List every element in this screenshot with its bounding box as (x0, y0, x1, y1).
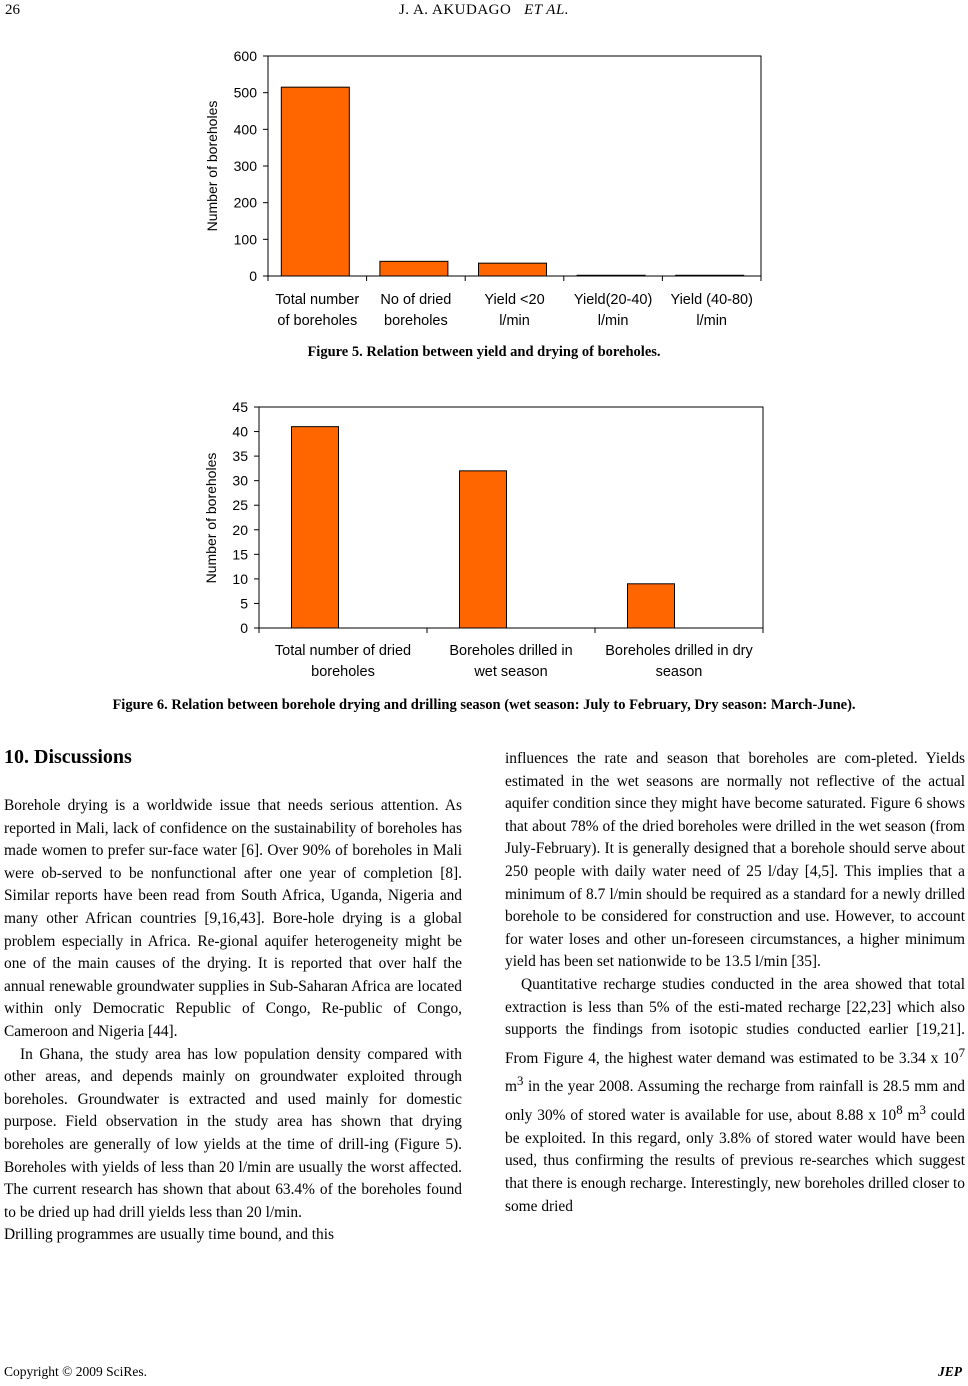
y-tick-label: 35 (232, 448, 248, 465)
x-category-label: season (655, 664, 703, 680)
x-category-label: wet season (474, 664, 548, 680)
y-tick-label: 30 (232, 472, 248, 489)
figure5-caption: Figure 5. Relation between yield and drying of boreholes. (307, 344, 661, 360)
superscript: 3 (919, 1103, 926, 1118)
figure6-x-labels (275, 643, 754, 680)
figure6-y-axis-title: Number of boreholes (203, 452, 219, 584)
text-run: m (902, 1107, 920, 1125)
y-tick-label: 5 (240, 595, 248, 612)
footer-copyright: Copyright © 2009 SciRes. (4, 1364, 148, 1379)
x-category-label: l/min (499, 313, 530, 329)
footer-journal: JEP (937, 1364, 962, 1379)
superscript: 8 (896, 1103, 903, 1118)
superscript: 7 (958, 1045, 965, 1060)
paragraph: Drilling programmes are usually time bound, and this (4, 1226, 334, 1244)
bar (460, 471, 507, 628)
x-category-label: of boreholes (277, 313, 358, 329)
x-category-label: Boreholes drilled in dry (605, 643, 753, 659)
y-tick-label: 10 (232, 570, 248, 587)
running-head-etal: ET AL. (524, 2, 570, 18)
paragraph: Borehole drying is a worldwide issue that needs serious attention. As reported in Mali, lack of confidence on the sustainability of boreholes has made women to prefer sur-face water [6]. Over 90% of boreholes in Mali were ob-served to be nonfunctional after one year of completion [8]. Similar reports have been read from South Africa, Uganda, Nigeria and many other African countries [9,16,43]. Bore-hole drying is a global problem especially in Africa. Re-gional aquifer heterogeneity might be one of the main causes of the drying. It is reported that over half the annual renewable groundwater supplies in Sub-Saharan Africa are located within only Democratic Republic of Congo, Re-public of Congo, Cameroon and Nigeria [44]. (4, 797, 462, 1040)
figure6-caption: Figure 6. Relation between borehole drying and drilling season (wet season: July to February, Dry season: March-June). (112, 697, 856, 713)
running-head-author: J. A. AKUDAGO (398, 2, 512, 18)
bar (292, 427, 339, 628)
y-tick-label: 0 (249, 268, 257, 284)
x-category-label: Yield (40-80) (670, 292, 753, 308)
superscript: 3 (516, 1074, 524, 1089)
right-text-column (505, 748, 965, 1218)
y-tick-label: 20 (232, 521, 248, 538)
paragraph (505, 974, 965, 1218)
figure6-bars (292, 427, 675, 628)
y-tick-label: 0 (240, 620, 248, 636)
y-tick-label: 600 (233, 48, 257, 64)
x-category-label: boreholes (311, 664, 375, 680)
y-tick-label: 100 (233, 231, 257, 248)
x-category-label: Yield <20 (484, 292, 545, 308)
y-tick-label: 500 (233, 84, 257, 101)
text-run: Quantitative recharge studies conducted in the area showed that total extraction is less than 5% of the esti-mated recharge [22,23] which also supports the findings from isotopic studies conducted earlier [19,21]. From Figure 4, the highest water demand was estimated to be 3.34 x 10 (505, 975, 965, 1067)
x-category-label: boreholes (384, 313, 448, 329)
y-tick-label: 15 (232, 546, 248, 563)
bar (628, 584, 675, 628)
figure5-y-axis-title: Number of boreholes (204, 100, 220, 232)
y-tick-label: 300 (233, 158, 257, 174)
text-run: could be exploited. In this regard, only 3.8% of stored water would have been used, thus confirming the results of previous re-searches which suggest that there is enough recharge. Interestingly, new boreholes drilled closer to some dried (505, 1107, 966, 1215)
x-category-label: Total number of dried (274, 643, 412, 659)
y-tick-label: 40 (232, 423, 248, 440)
y-tick-label: 400 (233, 121, 257, 138)
paragraph: influences the rate and season that boreholes are com-pleted. Yields estimated in the wet seasons are normally not reflective of the actual aquifer condition since they might have become saturated. Figure 6 shows that about 78% of the dried boreholes were drilled in the wet season (from July-February). It is generally designed that a borehole should serve about 250 people with daily water need of 25 l/day [4,5]. This implies that a minimum of 8.7 l/min should be required as a standard for a newly drilled borehole to be considered for construction and use. However, to account for water loses and other un-foreseen circumstances, a higher minimum yield has been set nationwide to be 13.5 l/min [35]. (505, 750, 965, 971)
x-category-label: No of dried (380, 292, 452, 308)
figure6-chart (0, 0, 968, 690)
x-category-label: l/min (597, 313, 629, 329)
y-tick-label: 200 (233, 194, 257, 211)
x-category-label: Yield(20-40) (573, 292, 653, 308)
text-run: m (505, 1078, 517, 1096)
section-heading: 10. Discussions (4, 746, 132, 768)
text-run: in the year 2008. Assuming the recharge from rainfall is 28.5 mm and only 30% of stored water is available for use, about 8.88 x 10 (505, 1078, 965, 1125)
page-number: 26 (5, 2, 20, 18)
y-tick-label: 25 (232, 497, 248, 514)
y-tick-label: 45 (232, 399, 248, 415)
x-category-label: l/min (696, 313, 728, 329)
x-category-label: Total number (275, 292, 360, 308)
left-text-column (4, 795, 462, 1247)
x-category-label: Boreholes drilled in (449, 643, 573, 659)
paragraph: In Ghana, the study area has low population density compared with other areas, and depends mainly on groundwater exploited through boreholes. Groundwater is extracted and used mainly for domestic purpose. Field observation in the study area has shown that drying boreholes are generally of low yields at the time of drill-ing (Figure 5). Boreholes with yields of less than 20 l/min are usually the worst affected. The current research has shown that about 63.4% of the boreholes found to be dried up had drill yields less than 20 l/min. (4, 1045, 462, 1221)
